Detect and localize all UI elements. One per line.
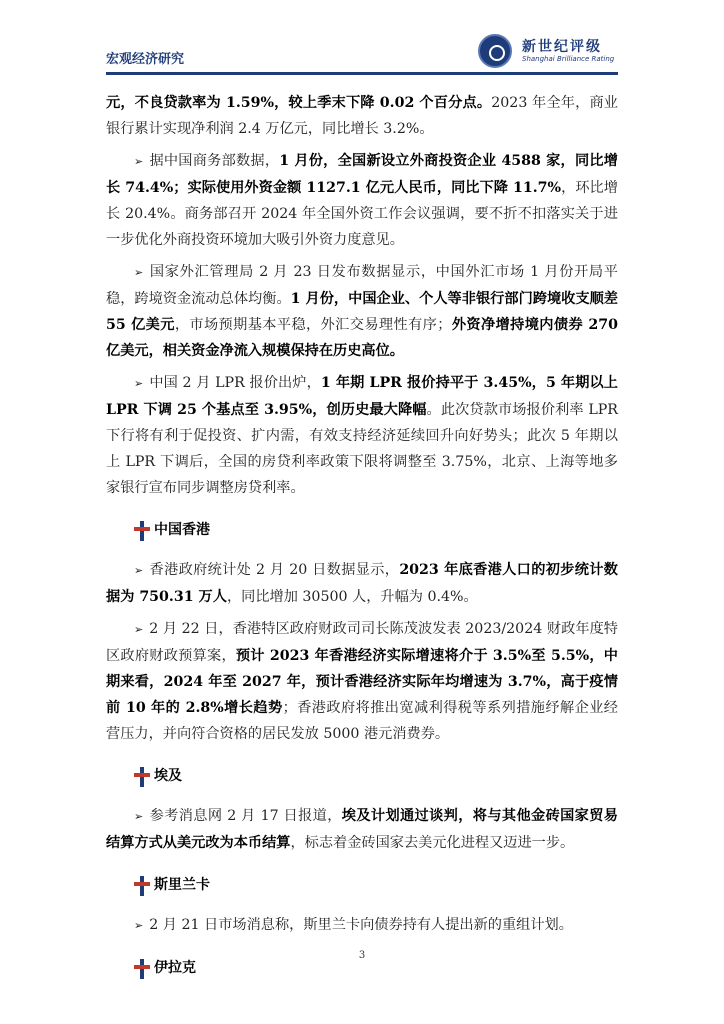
page-header [106, 32, 618, 72]
arrowhead-bullet-icon: ➢ [134, 623, 144, 636]
bold-text: 元，不良贷款率为 1.59%，较上季末下降 0.02 个百分点。 [106, 95, 492, 111]
text: 据中国商务部数据， [149, 153, 280, 169]
section-heading-egypt [134, 765, 618, 791]
section-heading-text: 埃及 [154, 768, 182, 784]
arrowhead-bullet-icon: ➢ [134, 564, 144, 577]
text: ，标志着金砖国家去美元化进程又迈进一步。 [290, 835, 575, 851]
text: 2 月 22 日，香港特区政府财政司司长陈茂波发表 2023/2024 财政年度特区政府财政预算案， [106, 621, 618, 664]
logo [478, 32, 618, 72]
section-heading-text: 伊拉克 [154, 960, 196, 976]
document-body [106, 90, 618, 995]
bold-text: 1 月份，中国企业、个人等非银行部门跨境收支顺差 55 亿美元 [106, 291, 618, 333]
text: 参考消息网 2 月 17 日报道， [149, 808, 342, 824]
bullet-paragraph [106, 557, 618, 610]
bold-text: 预计 2023 年香港经济实际增速将介于 3.5%至 5.5%，中期来看，2024 年至 2027 年，预计香港经济实际年均增速为 3.7%，高于疫情前 10 年的 2.8%增长趋势 [106, 648, 618, 716]
cross-marker-icon [134, 767, 150, 787]
bold-text: 2023 年底香港人口的初步统计数据为 750.31 万人 [106, 562, 618, 605]
bullet-paragraph [106, 370, 618, 501]
logo-chinese-name: 新世纪评级 [522, 39, 602, 55]
bullet-paragraph [106, 803, 618, 856]
arrowhead-bullet-icon: ➢ [134, 266, 144, 279]
bold-text: 外资净增持境内债券 270 亿美元，相关资金净流入规模保持在历史高位。 [106, 317, 618, 359]
text: 。此次贷款市场报价利率 LPR 下行将有利于促投资、扩内需，有效支持经济延续回升向好势头；此次 5 年期以上 LPR 下调后，全国的房贷利率政策下限将调整至 3.75%，北京、上海等地多家银行宣布同步调整房贷利率。 [106, 402, 618, 496]
text: 香港政府统计处 2 月 20 日数据显示， [149, 562, 400, 578]
bullet-paragraph [106, 259, 618, 364]
logo-english-name: Shanghai Brilliance Rating [522, 55, 615, 63]
bullet-paragraph [106, 912, 618, 939]
section-heading-text: 斯里兰卡 [154, 877, 210, 893]
header-title: 宏观经济研究 [106, 52, 185, 67]
page-number: 3 [358, 950, 366, 961]
arrowhead-bullet-icon: ➢ [134, 377, 144, 390]
logo-emblem-icon [478, 34, 512, 68]
section-heading-srilanka [134, 874, 618, 900]
paragraph [106, 90, 618, 142]
bold-text: 1 年期 LPR 报价持平于 3.45%，5 年期以上 LPR 下调 25 个基点至 3.95%，创历史最大降幅 [106, 375, 618, 418]
text: 中国 2 月 LPR 报价出炉， [149, 375, 321, 391]
section-heading-text: 中国香港 [154, 522, 210, 538]
text: ，同比增加 30500 人，升幅为 0.4%。 [226, 589, 478, 605]
cross-marker-icon [134, 521, 150, 541]
text: 2 月 21 日市场消息称，斯里兰卡向债券持有人提出新的重组计划。 [149, 917, 573, 933]
arrowhead-bullet-icon: ➢ [134, 919, 144, 932]
bullet-paragraph [106, 616, 618, 747]
bold-text: 埃及计划通过谈判，将与其他金砖国家贸易结算方式从美元改为本币结算 [106, 808, 618, 851]
bold-text: 1 月份，全国新设立外商投资企业 4588 家，同比增长 74.4%；实际使用外资金额 1127.1 亿元人民币，同比下降 11.7% [106, 153, 618, 196]
bullet-paragraph [106, 148, 618, 253]
arrowhead-bullet-icon: ➢ [134, 155, 144, 168]
arrowhead-bullet-icon: ➢ [134, 810, 144, 823]
text: ；香港政府将推出宽减利得税等系列措施纾解企业经营压力，并向符合资格的居民发放 5000 港元消费券。 [106, 700, 618, 742]
cross-marker-icon [134, 959, 150, 979]
text: 2023 年全年，商业银行累计实现净利润 2.4 万亿元，同比增长 3.2%。 [106, 95, 618, 137]
cross-marker-icon [134, 876, 150, 896]
text: 国家外汇管理局 2 月 23 日发布数据显示，中国外汇市场 1 月份开局平稳，跨境资金流动总体均衡。 [106, 264, 618, 307]
section-heading-hongkong [134, 519, 618, 545]
text: ，环比增长 20.4%。商务部召开 2024 年全国外资工作会议强调，要不折不扣落实关于进一步优化外商投资环境加大吸引外资力度意见。 [106, 180, 618, 248]
text: ，市场预期基本平稳，外汇交易理性有序； [174, 317, 452, 333]
header-divider [106, 72, 618, 75]
